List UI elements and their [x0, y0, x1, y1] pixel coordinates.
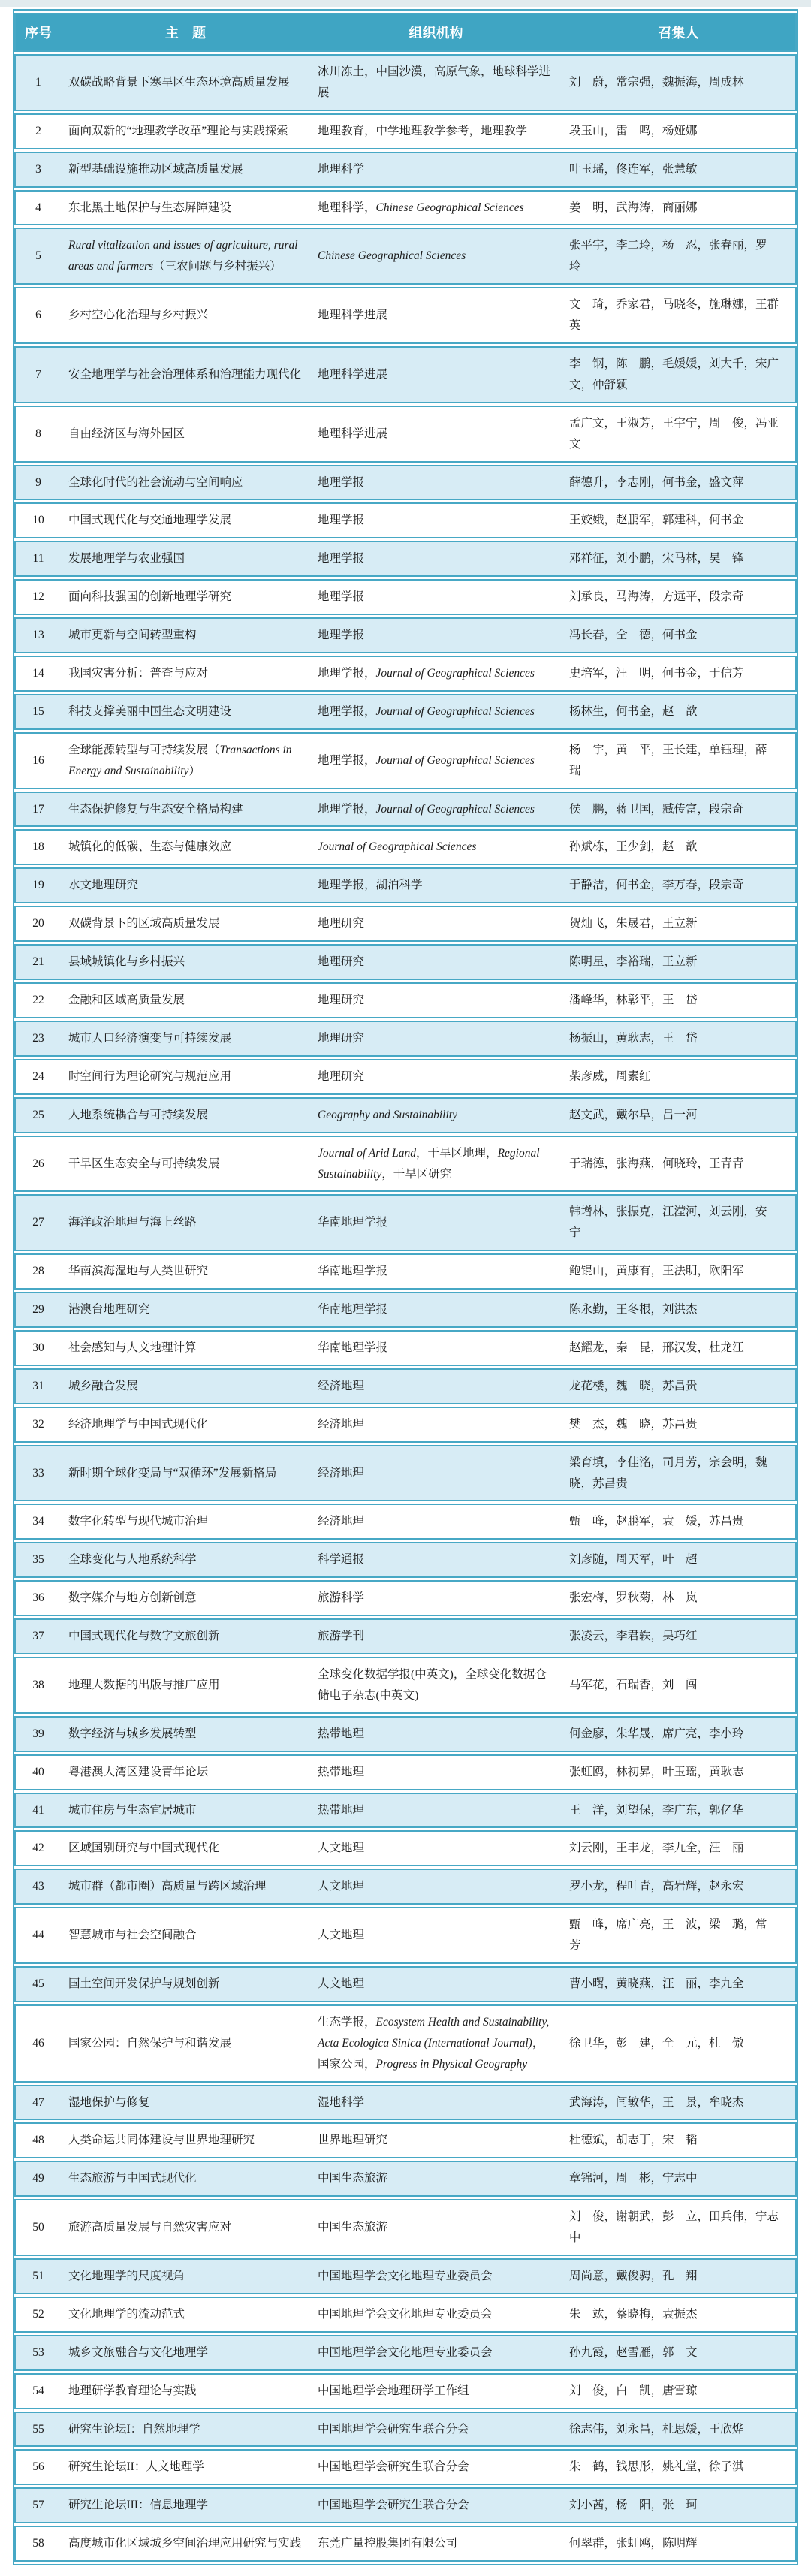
cell-topic: 新时期全球化变局与“双循环”发展新格局: [61, 1445, 310, 1502]
cell-conveners: 龙花楼，魏 晓，苏昌贵: [562, 1368, 797, 1404]
cell-organizer: 地理学报: [310, 617, 562, 653]
table-row: [14, 2335, 797, 2371]
cell-topic: 金融和区域高质量发展: [61, 982, 310, 1018]
cell-row-number: 21: [14, 944, 61, 980]
cell-topic: 城市群（都市圈）高质量与跨区域治理: [61, 1869, 310, 1905]
cell-topic: 城市更新与空间转型重构: [61, 617, 310, 653]
cell-row-number: 8: [14, 406, 61, 463]
cell-topic: 乡村空心化治理与乡村振兴: [61, 287, 310, 344]
table-row: [14, 1504, 797, 1540]
cell-conveners: 刘 俊，白 凯，唐雪琼: [562, 2373, 797, 2409]
cell-conveners: 罗小龙，程叶青，高岩辉，赵永宏: [562, 1869, 797, 1905]
table-row: [14, 465, 797, 501]
table-row: [14, 982, 797, 1018]
cell-conveners: 张凌云，李君轶，吴巧红: [562, 1618, 797, 1654]
cell-organizer: 地理学报，Journal of Geographical Sciences: [310, 694, 562, 730]
cell-row-number: 50: [14, 2199, 61, 2256]
cell-topic: 东北黑土地保护与生态屏障建设: [61, 190, 310, 226]
cell-conveners: 何翠群，张虹鸥，陈明辉: [562, 2526, 797, 2562]
cell-conveners: 李 钢，陈 鹏，毛媛媛，刘大千，宋广文，仲舒颖: [562, 346, 797, 403]
cell-topic: 双碳背景下的区域高质量发展: [61, 906, 310, 942]
cell-row-number: 42: [14, 1830, 61, 1866]
cell-topic: 中国式现代化与交通地理学发展: [61, 502, 310, 538]
cell-row-number: 16: [14, 732, 61, 789]
cell-topic: 安全地理学与社会治理体系和治理能力现代化: [61, 346, 310, 403]
cell-topic: 数字化转型与现代城市治理: [61, 1504, 310, 1540]
table-row: [14, 1754, 797, 1790]
table-row: [14, 656, 797, 692]
cell-row-number: 34: [14, 1504, 61, 1540]
cell-conveners: 徐卫华，彭 建，全 元，杜 傲: [562, 2004, 797, 2083]
cell-row-number: 54: [14, 2373, 61, 2409]
cell-topic: 研究生论坛I：自然地理学: [61, 2412, 310, 2448]
cell-row-number: 35: [14, 1542, 61, 1578]
column-header-topic: 主 题: [61, 13, 310, 52]
cell-topic: 国家公园：自然保护与和谐发展: [61, 2004, 310, 2083]
cell-topic: 县域城镇化与乡村振兴: [61, 944, 310, 980]
table-row: [14, 2373, 797, 2409]
cell-topic: 面向双新的“地理教学改革”理论与实践探索: [61, 113, 310, 149]
cell-topic: 数字经济与城乡发展转型: [61, 1716, 310, 1752]
cell-topic: Rural vitalization and issues of agriculture, rural areas and farmers（三农问题与乡村振兴）: [61, 228, 310, 285]
cell-organizer: 地理研究: [310, 982, 562, 1018]
table-row: [14, 1368, 797, 1404]
cell-organizer: 地理研究: [310, 1059, 562, 1095]
cell-row-number: 29: [14, 1292, 61, 1328]
cell-conveners: 于瑞德，张海燕，何晓玲，王青青: [562, 1136, 797, 1193]
table-row: [14, 2199, 797, 2256]
cell-row-number: 47: [14, 2085, 61, 2121]
cell-conveners: 张虹鸥，林初昇，叶玉瑶，黄耿志: [562, 1754, 797, 1790]
cell-row-number: 25: [14, 1097, 61, 1133]
cell-topic: 文化地理学的流动范式: [61, 2297, 310, 2333]
cell-topic: 社会感知与人文地理计算: [61, 1330, 310, 1366]
cell-topic: 中国式现代化与数字文旅创新: [61, 1618, 310, 1654]
table-row: [14, 2085, 797, 2121]
cell-row-number: 13: [14, 617, 61, 653]
table-row: [14, 1097, 797, 1133]
cell-organizer: 热带地理: [310, 1793, 562, 1829]
cell-conveners: 刘承良，马海涛，方远平，段宗奇: [562, 579, 797, 615]
cell-conveners: 陈明星，李裕瑞，王立新: [562, 944, 797, 980]
cell-topic: 港澳台地理研究: [61, 1292, 310, 1328]
cell-row-number: 26: [14, 1136, 61, 1193]
cell-conveners: 甄 峰，席广亮，王 波，梁 璐，常 芳: [562, 1907, 797, 1964]
cell-conveners: 张宏梅，罗秋菊，林 岚: [562, 1580, 797, 1616]
cell-organizer: 生态学报，Ecosystem Health and Sustainability, Acta Ecologica Sinica (International Journal)，国家公园，Progress in Physical Geography: [310, 2004, 562, 2083]
cell-organizer: 全球变化数据学报(中英文)，全球变化数据仓储电子杂志(中英文): [310, 1657, 562, 1714]
cell-row-number: 38: [14, 1657, 61, 1714]
table-row: [14, 579, 797, 615]
table-row: [14, 1869, 797, 1905]
cell-row-number: 51: [14, 2258, 61, 2294]
cell-organizer: 热带地理: [310, 1716, 562, 1752]
cell-conveners: 孙九霞，赵雪雁，郭 文: [562, 2335, 797, 2371]
cell-topic: 面向科技强国的创新地理学研究: [61, 579, 310, 615]
cell-row-number: 9: [14, 465, 61, 501]
cell-topic: 研究生论坛III：信息地理学: [61, 2487, 310, 2523]
cell-topic: 数字媒介与地方创新创意: [61, 1580, 310, 1616]
table-row: [14, 1253, 797, 1290]
table-row: [14, 1445, 797, 1502]
cell-row-number: 4: [14, 190, 61, 226]
column-header-conveners: 召集人: [562, 13, 797, 52]
table-row: [14, 1059, 797, 1095]
cell-topic: 城镇化的低碳、生态与健康效应: [61, 829, 310, 865]
cell-conveners: 邓祥征，刘小鹏，宋马林，吴 锋: [562, 541, 797, 577]
cell-organizer: 中国地理学会文化地理专业委员会: [310, 2335, 562, 2371]
page-top-strip: [0, 0, 811, 7]
cell-conveners: 陈永勤，王冬根，刘洪杰: [562, 1292, 797, 1328]
cell-topic: 城乡文旅融合与文化地理学: [61, 2335, 310, 2371]
cell-row-number: 12: [14, 579, 61, 615]
cell-organizer: 中国生态旅游: [310, 2199, 562, 2256]
cell-organizer: 地理学报: [310, 465, 562, 501]
cell-organizer: 地理科学进展: [310, 287, 562, 344]
cell-organizer: 经济地理: [310, 1407, 562, 1443]
table-row: [14, 2412, 797, 2448]
cell-conveners: 刘云刚，王丰龙，李九全，汪 丽: [562, 1830, 797, 1866]
cell-topic: 华南滨海湿地与人类世研究: [61, 1253, 310, 1290]
cell-conveners: 文 琦，乔家君，马晓冬，施琳娜，王群英: [562, 287, 797, 344]
cell-organizer: Journal of Arid Land，干旱区地理，Regional Sustainability，干旱区研究: [310, 1136, 562, 1193]
cell-topic: 区域国别研究与中国式现代化: [61, 1830, 310, 1866]
table-row: [14, 867, 797, 903]
cell-organizer: 地理学报，Journal of Geographical Sciences: [310, 656, 562, 692]
cell-conveners: 刘 蔚，常宗强，魏振海，周成林: [562, 54, 797, 111]
table-row: [14, 1021, 797, 1057]
cell-topic: 地理研学教育理论与实践: [61, 2373, 310, 2409]
cell-conveners: 朱 鹤，钱思彤，姚礼堂，徐子淇: [562, 2449, 797, 2485]
cell-conveners: 刘彦随，周天军，叶 超: [562, 1542, 797, 1578]
cell-topic: 全球化时代的社会流动与空间响应: [61, 465, 310, 501]
cell-topic: 经济地理学与中国式现代化: [61, 1407, 310, 1443]
cell-topic: 人类命运共同体建设与世界地理研究: [61, 2122, 310, 2158]
cell-conveners: 徐志伟，刘永昌，杜思媛，王欣烨: [562, 2412, 797, 2448]
cell-topic: 新型基础设施推动区域高质量发展: [61, 152, 310, 188]
table-row: [14, 1657, 797, 1714]
cell-row-number: 31: [14, 1368, 61, 1404]
cell-row-number: 57: [14, 2487, 61, 2523]
cell-organizer: 热带地理: [310, 1754, 562, 1790]
cell-topic: 全球变化与人地系统科学: [61, 1542, 310, 1578]
cell-row-number: 19: [14, 867, 61, 903]
cell-conveners: 贺灿飞，朱晟君，王立新: [562, 906, 797, 942]
cell-organizer: Journal of Geographical Sciences: [310, 829, 562, 865]
cell-row-number: 44: [14, 1907, 61, 1964]
cell-conveners: 冯长春，仝 德，何书金: [562, 617, 797, 653]
cell-row-number: 36: [14, 1580, 61, 1616]
cell-conveners: 樊 杰，魏 晓，苏昌贵: [562, 1407, 797, 1443]
cell-conveners: 马军花，石瑞香，刘 闯: [562, 1657, 797, 1714]
cell-row-number: 33: [14, 1445, 61, 1502]
table-row: [14, 617, 797, 653]
cell-topic: 湿地保护与修复: [61, 2085, 310, 2121]
cell-topic: 高度城市化区域城乡空间治理应用研究与实践: [61, 2526, 310, 2562]
cell-organizer: 地理科学进展: [310, 346, 562, 403]
table-row: [14, 1330, 797, 1366]
cell-row-number: 58: [14, 2526, 61, 2562]
cell-organizer: 东莞广量控股集团有限公司: [310, 2526, 562, 2562]
cell-conveners: 武海涛，闫敏华，王 景，牟晓杰: [562, 2085, 797, 2121]
cell-organizer: 中国地理学会研究生联合分会: [310, 2412, 562, 2448]
table-row: [14, 287, 797, 344]
cell-row-number: 40: [14, 1754, 61, 1790]
cell-conveners: 梁育填，李佳洺，司月芳，宗会明，魏 晓，苏昌贵: [562, 1445, 797, 1502]
table-row: [14, 1966, 797, 2002]
cell-conveners: 杨林生，何书金，赵 歆: [562, 694, 797, 730]
cell-organizer: 地理学报: [310, 502, 562, 538]
cell-organizer: 中国地理学会文化地理专业委员会: [310, 2258, 562, 2294]
cell-conveners: 姜 明，武海涛，商丽娜: [562, 190, 797, 226]
cell-topic: 我国灾害分析：普查与应对: [61, 656, 310, 692]
table-row: [14, 1618, 797, 1654]
cell-organizer: 经济地理: [310, 1368, 562, 1404]
cell-row-number: 6: [14, 287, 61, 344]
cell-conveners: 章锦河，周 彬，宁志中: [562, 2161, 797, 2197]
sessions-table: [14, 11, 797, 2564]
cell-topic: 水文地理研究: [61, 867, 310, 903]
sessions-table-wrapper: [13, 9, 798, 2565]
cell-conveners: 杜德斌，胡志丁，宋 韬: [562, 2122, 797, 2158]
cell-conveners: 甄 峰，赵鹏军，袁 媛，苏昌贵: [562, 1504, 797, 1540]
table-row: [14, 1830, 797, 1866]
cell-conveners: 潘峰华，林彰平，王 岱: [562, 982, 797, 1018]
cell-row-number: 24: [14, 1059, 61, 1095]
table-row: [14, 1194, 797, 1251]
table-row: [14, 113, 797, 149]
cell-row-number: 37: [14, 1618, 61, 1654]
cell-conveners: 王姣娥，赵鹏军，郭建科，何书金: [562, 502, 797, 538]
table-row: [14, 2122, 797, 2158]
cell-topic: 全球能源转型与可持续发展（Transactions in Energy and Sustainability）: [61, 732, 310, 789]
cell-organizer: 中国地理学会研究生联合分会: [310, 2449, 562, 2485]
cell-organizer: 科学通报: [310, 1542, 562, 1578]
table-row: [14, 1292, 797, 1328]
cell-row-number: 55: [14, 2412, 61, 2448]
cell-topic: 旅游高质量发展与自然灾害应对: [61, 2199, 310, 2256]
cell-conveners: 赵耀龙，秦 昆，邢汉发，杜龙江: [562, 1330, 797, 1366]
cell-organizer: 地理科学，Chinese Geographical Sciences: [310, 190, 562, 226]
table-row: [14, 792, 797, 828]
cell-row-number: 20: [14, 906, 61, 942]
column-header-number: 序号: [14, 13, 61, 52]
cell-row-number: 10: [14, 502, 61, 538]
cell-conveners: 朱 竑，蔡晓梅，袁振杰: [562, 2297, 797, 2333]
cell-topic: 地理大数据的出版与推广应用: [61, 1657, 310, 1714]
table-row: [14, 1793, 797, 1829]
cell-conveners: 孟广文，王淑芳，王宇宁，周 俊，冯亚文: [562, 406, 797, 463]
cell-organizer: 地理科学: [310, 152, 562, 188]
cell-organizer: 华南地理学报: [310, 1253, 562, 1290]
cell-organizer: 冰川冻土，中国沙漠，高原气象，地球科学进展: [310, 54, 562, 111]
cell-topic: 科技支撑美丽中国生态文明建设: [61, 694, 310, 730]
cell-row-number: 18: [14, 829, 61, 865]
cell-organizer: 中国地理学会研究生联合分会: [310, 2487, 562, 2523]
cell-topic: 粤港澳大湾区建设青年论坛: [61, 1754, 310, 1790]
cell-topic: 文化地理学的尺度视角: [61, 2258, 310, 2294]
cell-row-number: 15: [14, 694, 61, 730]
cell-conveners: 张平宇，李二玲，杨 忍，张春丽，罗 玲: [562, 228, 797, 285]
cell-topic: 智慧城市与社会空间融合: [61, 1907, 310, 1964]
table-row: [14, 406, 797, 463]
cell-conveners: 鲍锟山，黄康有，王法明，欧阳军: [562, 1253, 797, 1290]
cell-organizer: 中国地理学会文化地理专业委员会: [310, 2297, 562, 2333]
cell-topic: 生态保护修复与生态安全格局构建: [61, 792, 310, 828]
table-row: [14, 1136, 797, 1193]
cell-row-number: 11: [14, 541, 61, 577]
table-row: [14, 502, 797, 538]
table-row: [14, 2449, 797, 2485]
cell-organizer: 中国地理学会地理研学工作组: [310, 2373, 562, 2409]
cell-conveners: 于静洁，何书金，李万春，段宗奇: [562, 867, 797, 903]
cell-row-number: 17: [14, 792, 61, 828]
cell-organizer: 地理学报，Journal of Geographical Sciences: [310, 732, 562, 789]
table-row: [14, 2161, 797, 2197]
table-row: [14, 1542, 797, 1578]
cell-row-number: 23: [14, 1021, 61, 1057]
cell-row-number: 3: [14, 152, 61, 188]
cell-topic: 国土空间开发保护与规划创新: [61, 1966, 310, 2002]
cell-row-number: 27: [14, 1194, 61, 1251]
cell-topic: 人地系统耦合与可持续发展: [61, 1097, 310, 1133]
cell-organizer: 旅游科学: [310, 1580, 562, 1616]
cell-organizer: 人文地理: [310, 1907, 562, 1964]
table-row: [14, 2297, 797, 2333]
cell-row-number: 32: [14, 1407, 61, 1443]
cell-organizer: 湿地科学: [310, 2085, 562, 2121]
cell-conveners: 叶玉瑶，佟连军，张慧敏: [562, 152, 797, 188]
cell-organizer: 华南地理学报: [310, 1330, 562, 1366]
table-row: [14, 1716, 797, 1752]
table-row: [14, 906, 797, 942]
cell-topic: 自由经济区与海外园区: [61, 406, 310, 463]
table-row: [14, 54, 797, 111]
cell-row-number: 41: [14, 1793, 61, 1829]
table-row: [14, 944, 797, 980]
table-row: [14, 694, 797, 730]
cell-row-number: 30: [14, 1330, 61, 1366]
cell-row-number: 14: [14, 656, 61, 692]
cell-conveners: 刘小茜，杨 阳，张 珂: [562, 2487, 797, 2523]
table-row: [14, 732, 797, 789]
table-row: [14, 2487, 797, 2523]
cell-organizer: 旅游学刊: [310, 1618, 562, 1654]
cell-row-number: 52: [14, 2297, 61, 2333]
cell-row-number: 1: [14, 54, 61, 111]
cell-organizer: 人文地理: [310, 1830, 562, 1866]
cell-conveners: 韩增林，张振克，江滢河，刘云刚，安 宁: [562, 1194, 797, 1251]
cell-conveners: 杨 宇，黄 平，王长建，单钰理，薛 瑞: [562, 732, 797, 789]
cell-row-number: 39: [14, 1716, 61, 1752]
cell-topic: 发展地理学与农业强国: [61, 541, 310, 577]
cell-conveners: 孙斌栋，王少剑，赵 歆: [562, 829, 797, 865]
cell-row-number: 7: [14, 346, 61, 403]
cell-organizer: 人文地理: [310, 1869, 562, 1905]
cell-row-number: 28: [14, 1253, 61, 1290]
cell-conveners: 段玉山，雷 鸣，杨娅娜: [562, 113, 797, 149]
table-row: [14, 228, 797, 285]
cell-conveners: 曹小曙，黄晓燕，汪 丽，李九全: [562, 1966, 797, 2002]
cell-organizer: 地理研究: [310, 944, 562, 980]
cell-row-number: 45: [14, 1966, 61, 2002]
table-row: [14, 541, 797, 577]
cell-conveners: 薛德升，李志刚，何书金，盛文萍: [562, 465, 797, 501]
cell-topic: 时空间行为理论研究与规范应用: [61, 1059, 310, 1095]
cell-organizer: 地理科学进展: [310, 406, 562, 463]
table-row: [14, 2526, 797, 2562]
table-row: [14, 1580, 797, 1616]
cell-topic: 城市住房与生态宜居城市: [61, 1793, 310, 1829]
cell-row-number: 56: [14, 2449, 61, 2485]
cell-conveners: 赵文武，戴尔阜，吕一河: [562, 1097, 797, 1133]
cell-conveners: 刘 俊，谢朝武，彭 立，田兵伟，宁志中: [562, 2199, 797, 2256]
cell-organizer: 华南地理学报: [310, 1194, 562, 1251]
column-header-organizer: 组织机构: [310, 13, 562, 52]
cell-row-number: 2: [14, 113, 61, 149]
cell-conveners: 王 洋，刘望保，李广东，郭亿华: [562, 1793, 797, 1829]
cell-conveners: 史培军，汪 明，何书金，于信芳: [562, 656, 797, 692]
cell-topic: 干旱区生态安全与可持续发展: [61, 1136, 310, 1193]
cell-conveners: 杨振山，黄耿志，王 岱: [562, 1021, 797, 1057]
table-row: [14, 829, 797, 865]
table-row: [14, 1907, 797, 1964]
cell-organizer: 地理学报，Journal of Geographical Sciences: [310, 792, 562, 828]
table-row: [14, 152, 797, 188]
cell-conveners: 柴彦威，周素红: [562, 1059, 797, 1095]
table-row: [14, 346, 797, 403]
cell-topic: 双碳战略背景下寒旱区生态环境高质量发展: [61, 54, 310, 111]
table-row: [14, 2004, 797, 2083]
cell-topic: 城乡融合发展: [61, 1368, 310, 1404]
table-row: [14, 190, 797, 226]
cell-row-number: 48: [14, 2122, 61, 2158]
cell-row-number: 43: [14, 1869, 61, 1905]
cell-row-number: 46: [14, 2004, 61, 2083]
cell-organizer: 经济地理: [310, 1504, 562, 1540]
cell-organizer: 地理学报: [310, 579, 562, 615]
cell-organizer: 华南地理学报: [310, 1292, 562, 1328]
cell-conveners: 侯 鹏，蒋卫国，臧传富，段宗奇: [562, 792, 797, 828]
cell-organizer: 中国生态旅游: [310, 2161, 562, 2197]
cell-topic: 城市人口经济演变与可持续发展: [61, 1021, 310, 1057]
cell-organizer: 世界地理研究: [310, 2122, 562, 2158]
cell-conveners: 周尚意，戴俊骋，孔 翔: [562, 2258, 797, 2294]
cell-topic: 研究生论坛II：人文地理学: [61, 2449, 310, 2485]
cell-organizer: 地理教育，中学地理教学参考，地理教学: [310, 113, 562, 149]
cell-organizer: 地理学报，湖泊科学: [310, 867, 562, 903]
cell-topic: 海洋政治地理与海上丝路: [61, 1194, 310, 1251]
cell-organizer: 地理研究: [310, 906, 562, 942]
cell-organizer: Chinese Geographical Sciences: [310, 228, 562, 285]
cell-organizer: 地理学报: [310, 541, 562, 577]
cell-organizer: 人文地理: [310, 1966, 562, 2002]
cell-row-number: 49: [14, 2161, 61, 2197]
cell-organizer: Geography and Sustainability: [310, 1097, 562, 1133]
table-header-row: [14, 13, 797, 52]
cell-row-number: 5: [14, 228, 61, 285]
cell-organizer: 经济地理: [310, 1445, 562, 1502]
cell-row-number: 22: [14, 982, 61, 1018]
cell-row-number: 53: [14, 2335, 61, 2371]
table-row: [14, 2258, 797, 2294]
table-row: [14, 1407, 797, 1443]
cell-conveners: 何金廖，朱华晟，席广亮，李小玲: [562, 1716, 797, 1752]
cell-organizer: 地理研究: [310, 1021, 562, 1057]
cell-topic: 生态旅游与中国式现代化: [61, 2161, 310, 2197]
